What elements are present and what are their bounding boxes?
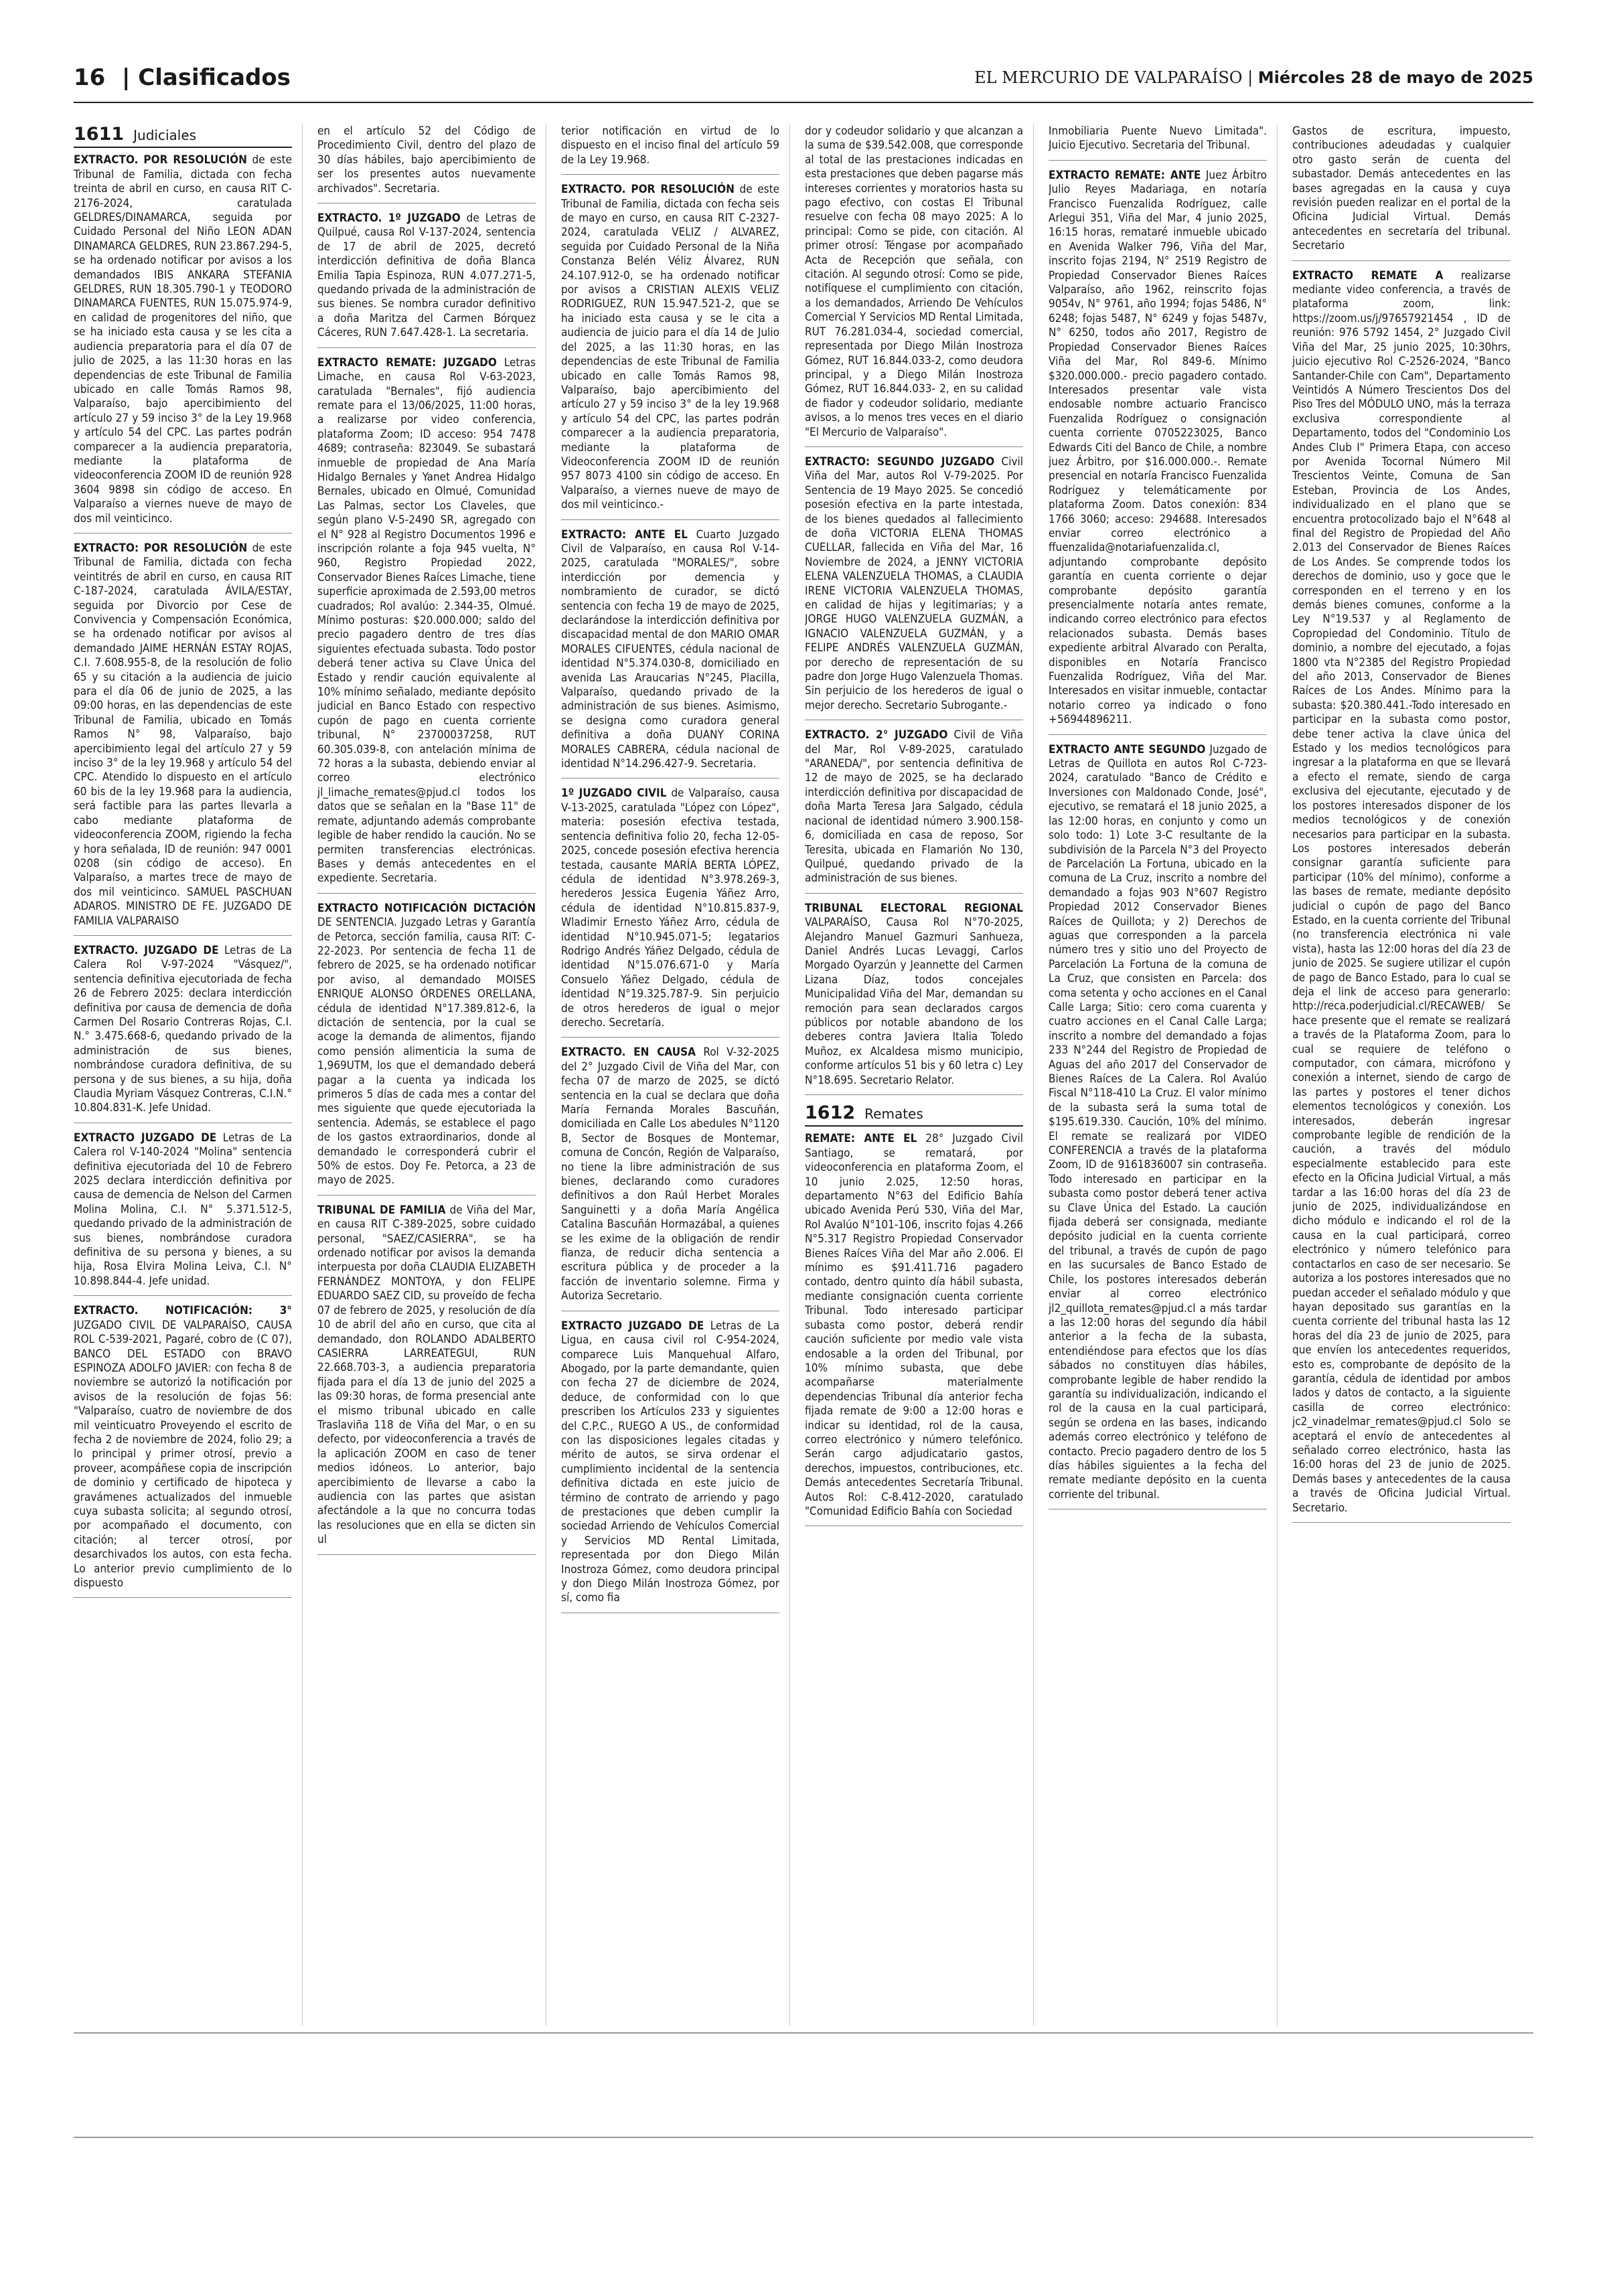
legal-notice <box>561 787 779 1038</box>
notice-body: VALPARAÍSO, Causa Rol N°70-2025, Alejandro Manuel Gazmuri Sanhueza, Daniel Andrés Lucas Levaggi, Carlos Morgado Oyarzún y Jeannette del Carmen Lizana Díaz, todos concejales Municipalidad Viña del Mar, demandan su remoción para sean declarados cargos públicos por notable abandono de los deberes contra Javiera Italia Toledo Muñoz, ex Alcaldesa mismo municipio, conforme artículos 51 bis y 60 letra c) Ley N°18.695. Secretario Relator. <box>805 916 1023 1087</box>
notice-lead: TRIBUNAL ELECTORAL REGIONAL <box>805 901 1023 915</box>
notice-body: terior notificación en virtud de lo dispuesto en el inciso final del artículo 59 de la Ley 19.968. <box>561 125 779 167</box>
notice-text <box>805 455 1023 713</box>
notice-lead: EXTRACTO REMATE: ANTE <box>1049 168 1201 182</box>
header-rule <box>74 102 1533 103</box>
section-head-judiciales <box>74 125 292 148</box>
masthead-date: EL MERCURIO DE VALPARAÍSO | Miércoles 28 de mayo de 2025 <box>974 68 1533 87</box>
legal-notice <box>1292 269 1511 1523</box>
section-label: Judiciales <box>133 127 197 143</box>
legal-notice <box>317 902 536 1196</box>
notice-text <box>317 356 536 886</box>
notice-text <box>1292 125 1511 254</box>
column-6 <box>1292 125 1511 2026</box>
notice-lead: EXTRACTO. EN CAUSA <box>561 1046 696 1060</box>
legal-notice <box>561 183 779 519</box>
notice-text <box>805 125 1023 440</box>
notice-text <box>805 1132 1023 1519</box>
notice-body: Letras de La Calera Rol V-97-2024 "Vásquez/", sentencia definitiva ejecutoriada de fecha 26 de Febrero 2025: declara interdicción definitiva por causa de demencia de doña Carmen Del Rosario Contreras Rojas, C.I. N.° 3.475.668-6, quedando privado de la administración de sus bienes, nombrándose curadora definitiva, de su persona y de sus bienes, a su hija, doña Claudia Myriam Vásquez Contreras, C.I.N.° 10.804.831-K. Jefe Unidad. <box>74 943 292 1115</box>
notice-body: JUZGADO CIVIL DE VALPARAÍSO, CAUSA ROL C-539-2021, Pagaré, cobro de (C 07), BANCO DEL ESTADO con BRAVO ESPINOZA ADOLFO JAVIER: con fecha 8 de noviembre se autorizó la notificación por avisos de la resolución de fojas 56: "Valparaíso, cuatro de noviembre de dos mil veinticuatro Proveyendo el escrito de fecha 2 de noviembre de 2024, folio 29; a lo principal y primer otrosí, previo a proveer, acompáñese copia de inscripción de dominio y certificado de hipoteca y gravámenes actualizados del inmueble cuya subasta solicita; al segundo otrosí, por acompañado el documento, con citación; al tercer otrosí, por desarchivados los autos, con esta fecha. Lo anterior previo cumplimiento de lo dispuesto <box>74 1318 292 1590</box>
notice-body: de Letras de Quilpué, causa Rol V-137-2024, sentencia de 17 de abril de 2025, decretó interdicción definitiva de doña Blanca Emilia Tapia Espinoza, RUN 4.077.271-5, quedando privada de la administración de sus bienes. Se nombra curador definitivo a doña Maritza del Carmen Bórquez Cáceres, RUN 7.647.428-1. La secretaria. <box>317 212 536 340</box>
page-header <box>74 64 1533 104</box>
notice-text <box>74 153 292 526</box>
legal-notice <box>805 1132 1023 1526</box>
notice-body: Civil Viña del Mar, autos Rol V-79-2025. Por Sentencia de 19 Mayo 2025. Se concedió posesión efectiva en la parte intestada, de los bienes quedados al fallecimiento de doña VICTORIA ELENA THOMAS CUELLAR, fallecida en Viña del Mar, 16 Noviembre de 2024, a JENNY VICTORIA ELENA VALENZUELA THOMAS, a CLAUDIA IRENE VICTORIA VALENZUELA THOMAS, en calidad de hijas y legitimarias; y a JORGE HUGO VALENZUELA GUZMÁN, a IGNACIO VALENZUELA GUZMÁN, y a FELIPE ANDRÉS VALENZUELA GUZMÁN, por derecho de representación de su padre don Jorge Hugo Valenzuela Thomas. Sin perjuicio de los herederos de igual o mejor derecho. Secretario Subrogante.- <box>805 455 1023 712</box>
notice-body: de Valparaíso, causa V-13-2025, caratulada "López con López", materia: posesión efectiva testada, sentencia definitiva folio 20, fecha 12-05-2025, concede posesión efectiva herencia testada, causante MARÍA BERTA LÓPEZ, cédula de identidad N°3.978.269-3, herederos Jessica Eugenia Yáñez Arro, cédula de identidad N°10.815.837-9, Wladimir Ernesto Yáñez Arro, cédula de identidad N°10.945.071-5; legatarios Rodrigo Andrés Yáñez Delgado, cédula de identidad N°15.076.671-0 y María Consuelo Yáñez Delgado, cédula de identidad N°19.325.787-9. Sin perjuicio de otros herederos de igual o mejor derecho. Secretaría. <box>561 787 779 1030</box>
legal-notice <box>1049 169 1267 735</box>
notice-lead: EXTRACTO: POR RESOLUCIÓN <box>74 541 248 555</box>
notice-text <box>1292 269 1511 1515</box>
column-divider <box>1033 125 1034 2026</box>
notice-lead: EXTRACTO ANTE SEGUNDO <box>1049 742 1206 756</box>
legal-notice <box>1049 743 1267 1510</box>
column-divider <box>302 125 303 2026</box>
notice-text <box>1049 169 1267 728</box>
notice-lead: EXTRACTO. JUZGADO DE <box>74 943 219 957</box>
notice-body: Inmobiliaria Puente Nuevo Limitada". Juicio Ejecutivo. Secretaria del Tribunal. <box>1049 125 1267 153</box>
legal-notice <box>317 1204 536 1555</box>
notice-lead: EXTRACTO. NOTIFICACIÓN: 3° <box>74 1304 292 1318</box>
legal-notice <box>805 728 1023 893</box>
notice-lead: 1º JUZGADO CIVIL <box>561 787 667 801</box>
notice-lead: EXTRACTO: ANTE EL <box>561 527 688 542</box>
legal-notice <box>805 455 1023 720</box>
notice-body: Juez Árbitro Julio Reyes Madariaga, en notaría Francisco Fuenzalida Rodríguez, calle Arlegui 351, Viña del Mar, 4 junio 2025, 16:15 horas, remataré inmueble ubicado en Avenida Walker 796, Viña del Mar, inscrito fojas 2194, N° 2519 Registro de Propiedad Conservador Bienes Raíces Valparaíso, año 1962, reinscrito fojas 9054v, N° 9761, año 1994; fojas 5486, N° 6248; fojas 5487, N° 6249 y fojas 5487v, N° 6250, todos año 2017, Registro de Propiedad Conservador Bienes Raíces Viña del Mar, Rol 849-6. Mínimo $320.000.000.- precio pagadero contado. Interesados presentar vale vista endosable nombre actuario Francisco Fuenzalida Rodríguez o consignación cuenta corriente 0705223025, Banco Edwards Citi del Banco de Chile, a nombre juez Árbitro, por $16.000.000.-. Remate presencial en notaría Francisco Fuenzalida Rodríguez y telemáticamente por plataforma Zoom. Datos conexión: 834 1766 3060; acceso: 294688. Interesados enviar correo electrónico a ffuenzalida@notariafuenzalida.cl, adjuntando comprobante depósito garantía en cuenta corriente o dejar comprobante depósito garantía presencialmente notaría antes remate, indicando correo electrónico para efectos relacionados subasta. Demás bases expediente arbitral Alvarado con Peralta, disponibles en Notaría Francisco Fuenzalida Rodríguez, Viña del Mar. Interesados en visitar inmueble, contactar notario correo ya indicado o fono +56944896211. <box>1049 168 1267 727</box>
notice-text <box>805 902 1023 1088</box>
legal-notice <box>317 356 536 894</box>
notice-body: 28° Juzgado Civil Santiago, se rematará, por videoconferencia en plataforma Zoom, el 10 junio 2.025, 12:50 horas, departamento N°63 del Edificio Bahía ubicado Avenida Perú 530, Viña del Mar, Rol Avalúo N°101-106, inscrito fojas 4.266 N°5.317 Registro Propiedad Conservador Bienes Raíces Viña del Mar año 2.006. El mínimo es $91.411.716 pagadero contado, dentro quinto día hábil subasta, mediante consignación cuenta corriente Tribunal. Todo interesado participar subasta como postor, deberá rendir caución suficiente por medio vale vista endosable a la orden del Tribunal, por 10% mínimo subasta, que debe acompañarse materialmente dependencias Tribunal día anterior fecha fijada remate de 9:00 a 12:00 horas e indicar su identidad, rol de la causa, correo electrónico y número telefónico. Serán cargo adjudicatario gastos, derechos, impuestos, contribuciones, etc. Demás antecedentes Secretaría Tribunal. Autos Rol: C-8.412-2020, caratulado "Comunidad Edificio Bahía con Sociedad <box>805 1132 1023 1518</box>
column-divider <box>1277 125 1278 2026</box>
notice-lead: EXTRACTO. POR RESOLUCIÓN <box>74 153 247 167</box>
legal-notice <box>74 153 292 534</box>
legal-notice <box>561 125 779 175</box>
notice-lead: EXTRACTO. POR RESOLUCIÓN <box>561 183 735 197</box>
notice-lead: EXTRACTO: SEGUNDO JUZGADO <box>805 455 995 469</box>
notice-body: de Viña del Mar, en causa RIT C-389-2025, sobre cuidado personal, "SAEZ/CASIERRA", se ha ordenado notificar por avisos la demanda interpuesta por doña CLAUDIA ELIZABETH FERNÁNDEZ MONTOYA, y don FELIPE EDUARDO SAEZ CID, su proveído de fecha 07 de febrero de 2025, y resolución de día 10 de abril del año en curso, que cita al demandado, don ROLANDO ADALBERTO CASIERRA LARREATEGUI, RUN 22.668.703-3, a audiencia preparatoria fijada para el día 13 de junio del 2025 a las 09:30 horas, de forma presencial ante el mismo tribunal ubicado en calle Traslaviña 118 de Viña del Mar, o en su defecto, por videoconferencia a través de la aplicación ZOOM en caso de tener medios idóneos. Lo anterior, bajo apercibimiento de llevarse a cabo la audiencia con las partes que asistan afectándole a la que no concurra todas las resoluciones que en ella se dicten sin ul <box>317 1203 536 1547</box>
notice-body: Letras Limache, en causa Rol V-63-2023, caratulada "Bernales", fijó audiencia remate para el 13/06/2025, 11:00 horas, a realizarse por video conferencia, plataforma Zoom; ID acceso: 954 7478 4689; contraseña: 823049. Se subastará inmueble de propiedad de Ana María Hidalgo Bernales y Yanet Andrea Hidalgo Bernales, ubicado en Olmué, Comunidad Las Palmas, sector Los Claveles, que según plano V-5-2490 SR, agregado con el N° 928 al Registro Documentos 1996 e inscripción rolante a foja 945 vuelta, N° 960, Registro Propiedad 2022, Conservador Bienes Raíces Limache, tiene superficie aproximada de 2.593,00 metros cuadrados; Rol avalúo: 2.344-35, Olmué. Mínimo posturas: $20.000.000; saldo del precio pagadero dentro de tres días siguientes efectuada subasta. Todo postor deberá tener activa su Clave Única del Estado y rendir caución equivalente al 10% mínimo señalado, mediante depósito judicial en Banco Estado con respectivo cupón de pago en cuenta corriente tribunal, N° 23700037258, RUT 60.305.039-8, con antelación mínima de 72 horas a la subasta, debiendo enviar al correo electrónico jl_limache_remates@pjud.cl todos los datos que se señalan en la "Base 11" de remate, adjuntando además comprobante legible de haber rendido la caución. No se permiten transferencias electrónicas. Bases y demás antecedentes en el expediente. Secretaria. <box>317 355 536 886</box>
notice-text <box>74 1304 292 1590</box>
notice-lead: EXTRACTO REMATE A <box>1292 268 1444 282</box>
legal-notice <box>805 125 1023 447</box>
notice-body: Gastos de escritura, impuesto, contribuciones adeudadas y cualquier otro gasto serán de cuenta del subastador. Demás antecedentes en las bases agregadas en la causa y cuya revisión pueden realizar en el portal de la Oficina Judicial Virtual. Demás antecedentes en secretaría del tribunal. Secretario <box>1292 125 1511 253</box>
column-divider <box>789 125 790 2026</box>
footer-rule-lower <box>74 2137 1533 2138</box>
notice-body: Letras de La Ligua, en causa civil rol C-954-2024, comparece Luis Manquehual Alfaro, Abogado, por la parte demandante, quien con fecha 27 de diciembre de 2024, deduce, de conformidad con lo que prescriben los Artículos 233 y siguientes del C.P.C., RUEGO A US., de conformidad con las disposiciones legales citadas y mérito de autos, se sirva ordenar el cumplimiento incidental de la sentencia definitiva dictada en este juicio de término de contrato de arriendo y pago de prestaciones que deben cumplir la sociedad Arriendo de Vehículos Comercial y Servicios MD Rental Limitada, representada por don Diego Milán Inostroza Gómez, como deudora principal y don Diego Milán Inostroza Gómez, por sí, como fia <box>561 1319 779 1605</box>
column-4 <box>805 125 1023 2026</box>
notice-body: Rol V-32-2025 del 2° Juzgado Civil de Viña del Mar, con fecha 07 de marzo de 2025, se dictó sentencia en la cual se declara que doña María Fernanda Morales Bascuñán, domiciliada en Calle Los abedules N°1120 B, Sector de Bosques de Montemar, comuna de Concón, Región de Valparaíso, no tiene la libre administración de sus bienes, declarando como curadores definitivos a don Raúl Herbet Morales Sanguinetti y a doña María Angélica Catalina Bascuñán Hormazábal, a quienes se les exime de la obligación de rendir fianza, de reducir dicha sentencia a escritura pública y de proceder a la facción de inventario solemne. Firma y Autoriza Secretario. <box>561 1046 779 1303</box>
notice-text <box>805 728 1023 886</box>
legal-notice <box>561 528 779 779</box>
section-number: 1612 <box>805 1102 856 1123</box>
notice-text <box>74 542 292 928</box>
notice-body: Letras de La Calera rol V-140-2024 "Molina" sentencia definitiva ejecutoriada del 10 de Febrero 2025 declara interdicción definitiva por causa de demencia de Nelson del Carmen Molina Molina, C.I. N° 5.371.512-5, quedando privado de la administración de sus bienes, nombrándose curadora definitiva de su persona y bienes, a su hija, Rosa Elvira Molina Leiva, C.I. N° 10.898.844-4. Jefe unidad. <box>74 1131 292 1288</box>
section-name: Clasificados <box>138 64 291 91</box>
section-number: 1611 <box>74 125 125 145</box>
section-head-remates <box>805 1103 1023 1127</box>
notice-body: Cuarto Juzgado Civil de Valparaíso, en causa Rol V-14-2025, caratulada "MORALES/", sobre interdicción por demencia y nombramiento de curador, se dictó sentencia con fecha 19 de mayo de 2025, declarándose la interdicción definitiva por discapacidad mental de don MARIO OMAR MORALES CIFUENTES, cédula nacional de identidad N°5.374.030-8, domiciliado en avenida Las Araucarias N°245, Placilla, Valparaíso, quedando privado de la administración de sus bienes. Asimismo, se designa como curadora general definitiva a doña DUANY CORINA MORALES CABRERA, cédula nacional de identidad N°14.296.427-9. Secretaria. <box>561 527 779 771</box>
legal-notice <box>561 1319 779 1613</box>
notice-lead: EXTRACTO NOTIFICACIÓN DICTACIÓN <box>317 901 536 915</box>
notice-lead: TRIBUNAL DE FAMILIA <box>317 1203 446 1217</box>
notice-body: DE SENTENCIA. Juzgado Letras y Garantía de Petorca, sección familia, causa RIT: C-22-2023. Por sentencia de fecha 11 de febrero de 2025, se ha ordenado notificar por aviso, al demandado MOISES ENRIQUE ALONSO ÓRDENES ORELLANA, cédula de identidad N°17.389.812-6, la dictación de sentencia, por la cual se acoge la demanda de alimentos, fijando como pensión alimenticia la suma de 1,969UTM, los que el demandado deberá pagar a la cuenta ya indicada los primeros 5 días de cada mes a contar del mes siguiente que quede ejecutoriada la sentencia. Además, se establece el pago de los gastos extraordinarios, donde al demandado le corresponderá cubrir el 50% de estos. Doy Fe. Petorca, a 23 de mayo de 2025. <box>317 916 536 1187</box>
footer-rule <box>74 2032 1533 2034</box>
notice-body: Juzgado de Letras de Quillota en autos Rol C-723-2024, caratulado "Banco de Crédito e Inversiones con Maldonado Conde, José", ejecutivo, se rematará el 18 junio 2025, a las 12:00 horas, en conjunto y como un solo todo: 1) Lote 3-C resultante de la subdivisión de la Parcela N°3 del Proyecto de Parcelación La Fortuna, ubicado en la comuna de La Cruz, inscrito a nombre del demandado a fojas 903 N°607 Registro Propiedad 2012 Conservador Bienes Raíces de Quillota; y 2) Derechos de aguas que corresponden a la parcela número tres y sitio uno del Proyecto de Parcelación La Fortuna de la comuna de La Cruz, que consisten en Parcela: dos coma setenta y ocho acciones en el Canal Calle Larga; Sitio: cero coma cuarenta y cuatro acciones en el Canal Calle Larga; inscrito a nombre del demandado a fojas 233 N°244 del Registro de Propiedad de Aguas del año 2017 del Conservador de Bienes Raíces de La Calera. Rol Avalúo Fiscal N°118-410 La Cruz. El valor mínimo de la subasta será la suma total de $195.619.330. Caución, 10% del mínimo. El remate se realizará por VIDEO CONFERENCIA a través de la plataforma Zoom, ID de 9161836007 sin contraseña. Todo interesado en participar en la subasta como postor deberá tener activa su Clave Única del Estado. La caución fijada deberá ser consignada, mediante depósito judicial en la cuenta corriente del tribunal, a través de cupón de pago en las sucursales de Banco Estado de Chile, los postores interesados deberán enviar al correo electrónico jl2_quillota_remates@pjud.cl a más tardar a las 12:00 horas del segundo día hábil anterior a la fecha de la subasta, entendiéndose para efectos que los días sábados no constituyen días hábiles, comprobante legible de haber rendido la garantía su individualización, indicando el rol de la causa en la cual participará, según se ordena en las bases, indicando además correo electrónico y teléfono de contacto. Precio pagadero dentro de los 5 días hábiles siguientes a la fecha del remate mediante depósito en la cuenta corriente del tribunal. <box>1049 742 1267 1501</box>
notice-body: realizarse mediante video conferencia, a través de plataforma zoom, link: https://zoom.us/j/97657921454 , ID de reunión: 976 5792 1454, 2° Juzgado Civil Viña del Mar, 25 junio 2025, 10:30hrs, juicio ejecutivo Rol C-2526-2024, "Banco Santander-Chile con Cam", Departamento Veintidós A Número Trescientos Dos del Piso Tres del MÓDULO UNO, más la terraza exclusiva correspondiente al Departamento, todos del "Condominio Los Andes Club I" Primera Etapa, con acceso por Avenida Tocornal Número Mil Trescientos Veinte, Comuna de San Esteban, Provincia de Los Andes, individualizado en el plano que se encuentra protocolizado bajo el N°648 al final del Registro de Propiedad del Año 2.013 del Conservador de Bienes Raíces de Los Andes. Se comprende todos los derechos de dominio, uso y goce que le corresponden en el terreno y en los demás bienes comunes, conforme a la Ley N°19.537 y al Reglamento de Copropiedad del Condominio. Título de dominio, a nombre del ejecutado, a fojas 1800 vta N°2385 del Registro Propiedad del año 2013, Conservador de Bienes Raíces de Los Andes. Mínimo para la subasta: $20.380.441.-Todo interesado en participar en la subasta como postor, debe tener activa la clave única del Estado y los medios tecnológicos para ingresar a la plataforma en que se llevará a efecto el remate, siendo de carga exclusiva del ejecutante, ejecutado y de los postores interesados disponer de los medios tecnológicos y de conexión necesarios para participar en la subasta. Los postores interesados deberán consignar garantía suficiente para participar (10% del mínimo), conforme a las bases de remate, mediante depósito judicial o cupón de pago del Banco Estado, en la cuenta corriente del Tribunal (no transferencia electrónica ni vale vista), hasta las 12:00 horas del día 23 de junio de 2025. Se sugiere utilizar el cupón de pago de Banco Estado, para lo cual se deja el link de acceso para generarlo: http://reca.poderjudicial.cl/RECAWEB/ Se hace presente que el remate se realizará a través de la Plataforma Zoom, para lo cual se requiere de teléfono o computador, con cámara, micrófono y conexión a internet, siendo de cargo de las partes y postores el tener dichos elementos tecnológicos y conexión. Los interesados, deberán ingresar comprobante legible de rendición de la caución, a través del módulo especialmente establecido para este efecto en la Oficina Judicial Virtual, a más tardar a las 16:00 horas del día 23 de junio de 2025, individualizándose en dicho módulo e indicando el rol de la causa en la cual participará, correo electrónico y número telefónico para contactarlos en caso de ser necesario. Se autoriza a los postores interesados que no puedan acceder el señalado módulo y que hayan depositado sus garantías en la cuenta corriente del tribunal hasta las 12 horas del día 23 de junio de 2025, para que envíen los antecedentes requeridos, esto es, comprobante de depósito de la garantía, cédula de identidad por ambos lados y datos de contacto, a la siguiente casilla de correo electrónico: jc2_vinadelmar_remates@pjud.cl Solo se aceptará el envío de antecedentes al señalado correo electrónico, hasta las 16:00 horas del 23 de junio de 2025. Demás bases y antecedentes de la causa a través de Oficina Judicial Virtual. Secretario. <box>1292 268 1511 1515</box>
notice-text <box>561 183 779 512</box>
notice-text <box>74 1131 292 1289</box>
legal-notice <box>317 212 536 348</box>
notice-text <box>317 1204 536 1548</box>
section-title: | Clasificados <box>122 64 291 91</box>
notice-text <box>317 125 536 196</box>
notice-text <box>561 528 779 772</box>
legal-notice <box>1292 125 1511 261</box>
notice-text <box>561 1319 779 1606</box>
notice-lead: EXTRACTO JUZGADO DE <box>74 1131 217 1145</box>
notice-text <box>561 1046 779 1303</box>
publication-date: Miércoles 28 de mayo de 2025 <box>1257 68 1533 87</box>
section-label: Remates <box>864 1106 923 1122</box>
notice-body: dor y codeudor solidario y que alcanzan a la suma de $39.542.008, que corresponde al total de las prestaciones indicadas en esta prestaciones que deben pagarse más intereses corrientes y moratorios hasta su pago efectivo, con costas El Tribunal resuelve con fecha 08 mayo 2025: A lo principal: Como se pide, con citación. Al primer otrosí: Téngase por acompañado Acta de Recepción que señala, con citación. Al segundo otrosí: Como se pide, notifíquese el cumplimiento con citación, a los demandados, Arriendo De Vehículos Comercial Y Servicios MD Rental Limitada, RUT 76.281.034-4, sociedad comercial, representada por Diego Milán Inostroza Gómez, RUT 16.844.033-2, como deudora principal, y a Diego Milán Inostroza Gómez, RUT 16.844.033- 2, en su calidad de fiador y codeudor solidario, mediante avisos, a lo menos tres veces en el diario "El Mercurio de Valparaíso". <box>805 125 1023 439</box>
notice-text <box>1049 743 1267 1503</box>
column-5 <box>1049 125 1267 2026</box>
legal-notice <box>74 944 292 1123</box>
notice-body: en el artículo 52 del Código de Procedimiento Civil, dentro del plazo de 30 días hábiles, bajo apercibimiento de ser los presentes autos nuevamente archivados". Secretaria. <box>317 125 536 195</box>
page-number: 16 <box>74 64 106 91</box>
notice-lead: EXTRACTO. 1º JUZGADO <box>317 212 461 226</box>
legal-notice <box>317 125 536 203</box>
notice-body: de este Tribunal de Familia, dictada con fecha treinta de abril en curso, en causa RIT C-2176-2024, caratulada GELDRES/DINAMARCA, seguida por Cuidado Personal del Niño LEON ADAN DINAMARCA GELDRES, RUN 23.867.294-5, se ha ordenado notificar por avisos a los demandados IBIS ANKARA STEFANIA GELDRES, RUN 18.305.790-1 y TEODORO DINAMARCA FUENTES, RUN 15.075.974-9, en calidad de progenitores del niño, que se ha iniciado esta causa y se les cita a audiencia preparatoria para el día 07 de julio de 2025, a las 11:30 horas en las dependencias de este Tribunal de Familia ubicado en calle Tomás Ramos 98, Valparaíso, bajo apercibimiento del artículo 27 y 59 inciso 3° de la Ley 19.968 y artículo 54 del CPC. Las partes podrán comparecer a la audiencia preparatoria, mediante la plataforma de videoconferencia ZOOM ID de reunión 928 3604 9898 sin código de acceso. En Valparaíso a viernes nueve de mayo de dos mil veinticinco. <box>74 153 292 525</box>
legal-notice <box>805 902 1023 1095</box>
column-3 <box>561 125 779 2026</box>
notice-text <box>74 944 292 1116</box>
newspaper-name: EL MERCURIO DE VALPARAÍSO <box>974 68 1243 87</box>
notice-lead: EXTRACTO. 2° JUZGADO <box>805 728 948 742</box>
notice-lead: EXTRACTO REMATE: JUZGADO <box>317 355 497 370</box>
notice-text <box>317 212 536 341</box>
legal-notice <box>74 1304 292 1598</box>
column-1 <box>74 125 292 2026</box>
notice-text <box>317 902 536 1188</box>
notice-text <box>561 787 779 1030</box>
notice-text <box>561 125 779 167</box>
column-2 <box>317 125 536 2026</box>
legal-notice <box>74 1131 292 1296</box>
notice-text <box>1049 125 1267 153</box>
notice-body: de este Tribunal de Familia, dictada con fecha veintitrés de abril en curso, en causa RIT C-187-2024, caratulada ÁVILA/ESTAY, seguida por Divorcio por Cese de Convivencia y Compensación Económica, se ha ordenado notificar por avisos al demandado JAIME HERNÁN ESTAY ROJAS, C.I. 7.608.955-8, de la resolución de folio 65 y su citación a la audiencia de juicio para el día 06 de junio de 2025, a las 09:00 horas, en las dependencias de este Tribunal de Familia, ubicado en Tomás Ramos N° 98, Valparaíso, bajo apercibimiento legal del artículo 27 y 59 inciso 3° de la ley 19.968 y artículo 54 del CPC. Atendido lo dispuesto en el artículo 60 bis de la ley 19.968 para la audiencia, será factible para las partes llevarla a cabo mediante plataforma de videoconferencia ZOOM, rigiendo la fecha y hora señalada, ID de reunión: 947 0001 0208 (sin código de acceso). En Valparaíso, a martes trece de mayo de dos mil veinticinco. SAMUEL PASCHUAN ADAROS. MINISTRO DE FE. JUZGADO DE FAMILIA VALPARAISO <box>74 541 292 928</box>
legal-notice <box>561 1046 779 1311</box>
legal-notice <box>1049 125 1267 161</box>
notice-lead: EXTRACTO JUZGADO DE <box>561 1319 704 1333</box>
notice-body: de este Tribunal de Familia, dictada con fecha seis de mayo en curso, en causa RIT C-2327-2024, caratulada VELIZ / ALVAREZ, seguida por Cuidado Personal de la Niña Constanza Belén Véliz Álvarez, RUN 24.107.912-0, se ha ordenado notificar por avisos a CRISTIAN ALEXIS VELIZ RODRIGUEZ, RUN 15.947.521-2, que se ha iniciado esta causa y se le cita a audiencia de juicio para el día 14 de Julio del 2025, a las 11:30 horas, en las dependencias de este Tribunal de Familia ubicado en calle Tomás Ramos 98, Valparaíso, bajo apercibimiento del artículo 27 y 59 inciso 3° de la ley 19.968 y artículo 54 del CPC, las partes podrán comparecer a la audiencia preparatoria, mediante la plataforma de Videoconferencia ZOOM ID de reunión 957 8073 4100 sin código de acceso. En Valparaíso, a viernes nueve de mayo de dos mil veinticinco.- <box>561 183 779 512</box>
notice-lead: REMATE: ANTE EL <box>805 1132 917 1146</box>
notice-body: Civil de Viña del Mar, Rol V-89-2025, caratulado "ARANEDA/", por sentencia definitiva de 12 de mayo de 2025, se ha declarado interdicción definitiva por discapacidad de doña Marta Teresa Jara Salgado, cédula nacional de identidad número 3.900.158-6, domiciliada en casa de reposo, Sor Teresita, ubicada en Flamarión No 130, Quilpué, quedando privado de la administración de sus bienes. <box>805 728 1023 886</box>
legal-notice <box>74 542 292 936</box>
